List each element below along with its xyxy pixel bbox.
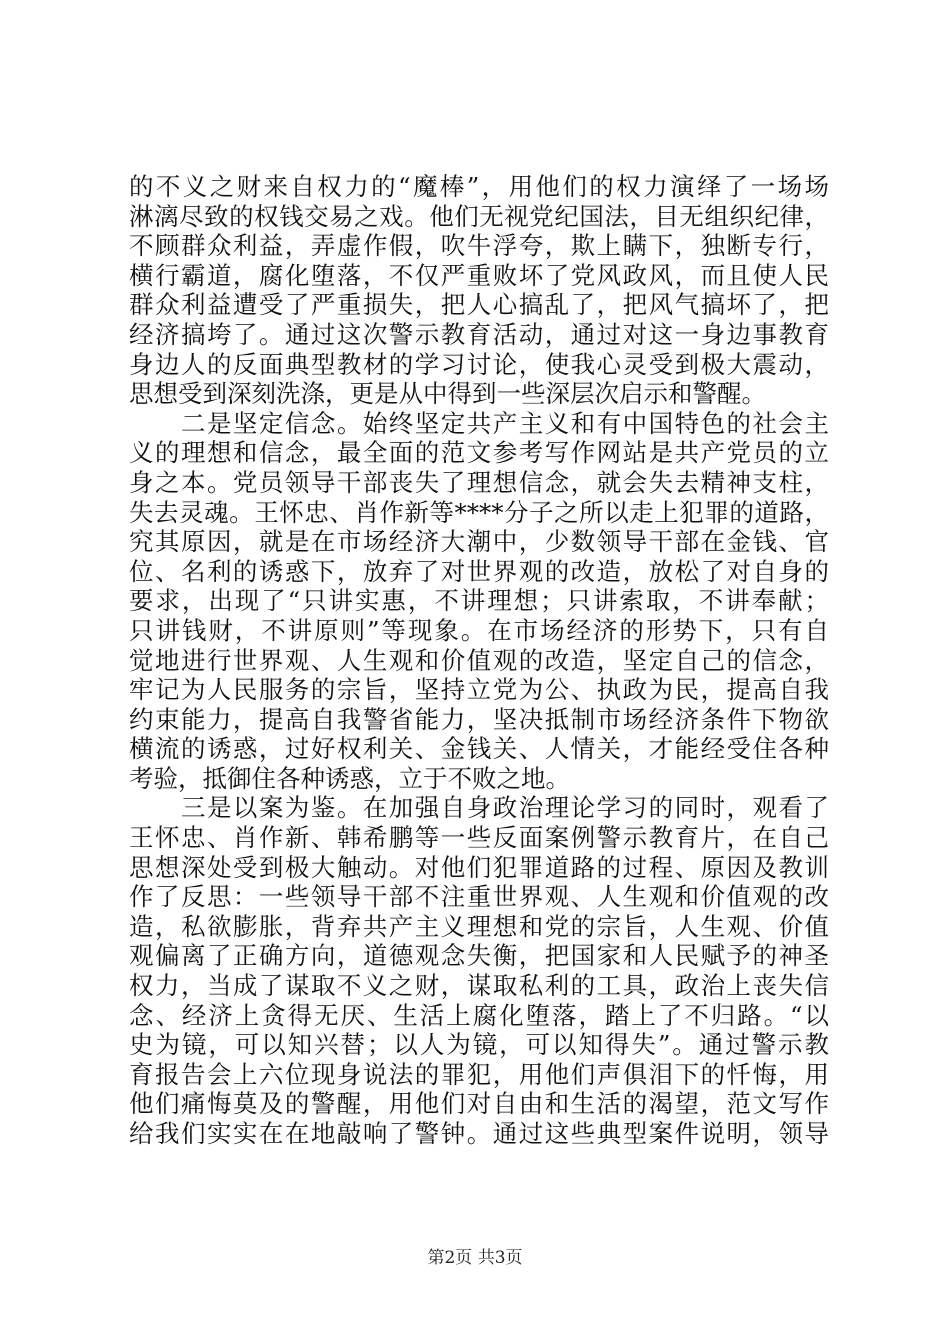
text-line: 作了反思：一些领导干部不注重世界观、人生观和价值观的改: [129, 882, 829, 912]
text-line: 横行霸道，腐化堕落，不仅严重败坏了党风政风，而且使人民: [129, 260, 829, 290]
text-line: 的不义之财来自权力的“魔棒”，用他们的权力演绎了一场场: [129, 172, 829, 201]
body-text: [129, 172, 829, 1149]
text-line: 牢记为人民服务的宗旨，坚持立党为公、执政为民，提高自我: [129, 675, 829, 705]
text-line: 二是坚定信念。始终坚定共产主义和有中国特色的社会主: [129, 408, 829, 438]
text-line: 约束能力，提高自我警省能力，坚决抵制市场经济条件下物欲: [129, 704, 829, 734]
text-line: 造，私欲膨胀，背弃共产主义理想和党的宗旨，人生观、价值: [129, 911, 829, 941]
text-line: 要求，出现了“只讲实惠，不讲理想；只讲索取，不讲奉献；: [129, 586, 829, 616]
text-line: 只讲钱财，不讲原则”等现象。在市场经济的形势下，只有自: [129, 615, 829, 645]
text-line: 淋漓尽致的权钱交易之戏。他们无视党纪国法，目无组织纪律，: [129, 201, 829, 231]
text-line: 史为镜，可以知兴替；以人为镜，可以知得失”。通过警示教: [129, 1030, 829, 1060]
text-line: 究其原因，就是在市场经济大潮中，少数领导干部在金钱、官: [129, 527, 829, 557]
text-line: 经济搞垮了。通过这次警示教育活动，通过对这一身边事教育: [129, 319, 829, 349]
text-line: 育报告会上六位现身说法的罪犯，用他们声俱泪下的忏悔，用: [129, 1059, 829, 1089]
text-line: 不顾群众利益，弄虚作假，吹牛浮夸，欺上瞒下，独断专行，: [129, 231, 829, 261]
text-line: 位、名利的诱惑下，放弃了对世界观的改造，放松了对自身的: [129, 556, 829, 586]
text-line: 考验，抵御住各种诱惑，立于不败之地。: [129, 763, 570, 793]
text-line: 义的理想和信念，最全面的范文参考写作网站是共产党员的立: [129, 438, 829, 468]
text-line: 身边人的反面典型教材的学习讨论，使我心灵受到极大震动，: [129, 349, 829, 379]
text-line: 王怀忠、肖作新、韩希鹏等一些反面案例警示教育片，在自己: [129, 823, 829, 853]
text-line: 群众利益遭受了严重损失，把人心搞乱了，把风气搞坏了，把: [129, 290, 829, 320]
text-line: 身之本。党员领导干部丧失了理想信念，就会失去精神支柱，: [129, 467, 829, 497]
text-line: 思想深处受到极大触动。对他们犯罪道路的过程、原因及教训: [129, 852, 829, 882]
text-line: 横流的诱惑，过好权利关、金钱关、人情关，才能经受住各种: [129, 734, 829, 764]
text-line: 思想受到深刻洗涤，更是从中得到一些深层次启示和警醒。: [129, 379, 766, 409]
text-line: 失去灵魂。王怀忠、肖作新等****分子之所以走上犯罪的道路，: [129, 497, 829, 527]
text-line: 觉地进行世界观、人生观和价值观的改造，坚定自己的信念，: [129, 645, 829, 675]
text-line: 权力，当成了谋取不义之财，谋取私利的工具，政治上丧失信: [129, 971, 829, 1001]
text-line: 三是以案为鉴。在加强自身政治理论学习的同时，观看了: [129, 793, 829, 823]
text-line: 念、经济上贪得无厌、生活上腐化堕落，踏上了不归路。“以: [129, 1000, 829, 1030]
text-line: 观偏离了正确方向，道德观念失衡，把国家和人民赋予的神圣: [129, 941, 829, 971]
page-number: 第2页 共3页: [427, 1248, 523, 1268]
text-line: 给我们实实在在地敲响了警钟。通过这些典型案件说明，领导: [129, 1119, 829, 1148]
text-line: 他们痛悔莫及的警醒，用他们对自由和生活的渴望，范文写作: [129, 1089, 829, 1119]
